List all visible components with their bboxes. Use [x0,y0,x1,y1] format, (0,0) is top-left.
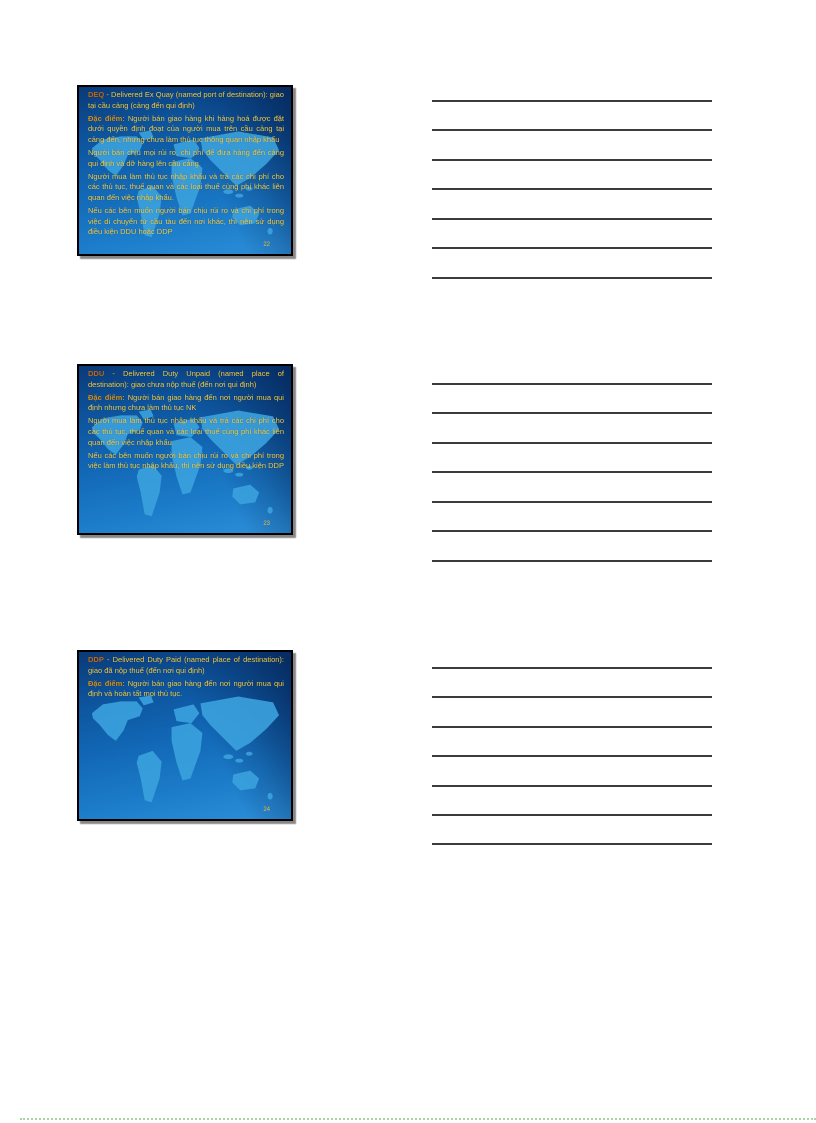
notes-line [432,501,712,503]
feature-text: Người bán giao hàng đến nơi người mua qui định và hoàn tất mọi thủ tục. [88,678,284,699]
notes-line [432,696,712,698]
notes-line [432,667,712,669]
slide-title [88,369,284,390]
notes-line [432,530,712,532]
slide-text-block [79,652,291,700]
notes-line [432,277,712,279]
feature-label: Đặc điểm: [88,678,125,688]
notes-line [432,560,712,562]
notes-line [432,726,712,728]
incoterm-keyword: DDP [88,655,104,664]
slide-title-text: - Delivered Ex Quay (named port of destination): giao tại cầu cảng (cảng đến qui định) [88,90,284,110]
slide-title [88,655,284,676]
notes-line [432,442,712,444]
slide-number: 22 [263,242,270,248]
slide-title-text: - Delivered Duty Unpaid (named place of destination): giao chưa nộp thuế (đến nơi qui định) [88,369,284,389]
feature-label: Đặc điểm: [88,113,125,123]
incoterm-keyword: DEQ [88,90,105,99]
notes-line [432,218,712,220]
slide-thumbnail-ddu [77,364,293,535]
feature-paragraph [88,393,284,414]
notes-line [432,412,712,414]
notes-line [432,129,712,131]
notes-line [432,814,712,816]
feature-label: Đặc điểm: [88,392,125,402]
paragraph: Nếu các bên muốn người bán chịu rủi ro và chi phí trong việc làm thủ tục nhập khẩu, thì nên sử dụng điều kiện DDP [88,450,284,471]
notes-line [432,383,712,385]
notes-line [432,785,712,787]
incoterm-keyword: DDU [88,369,105,378]
paragraph: Nếu các bên muốn người bán chịu rủi ro và chi phí trong việc di chuyển từ cầu tàu đến nơi khác, thì nên sử dụng điều kiện DDU hoặc DDP [88,205,284,237]
notes-line [432,471,712,473]
notes-line [432,755,712,757]
notes-line [432,188,712,190]
paragraph: Người mua làm thủ tục nhập khẩu và trả các chi phí cho các thủ tục, thuế quan và các loại thuế cùng phí khác liên quan đến việc nhập khẩu. [88,416,284,447]
slide-thumbnail-ddp [77,650,293,821]
slide-title-text: - Delivered Duty Paid (named place of destination): giao đã nộp thuế (đến nơi qui định) [88,655,284,675]
slide-text-block [79,87,291,238]
paragraph: Người bán chịu mọi rủi ro, chi phí để đưa hàng đến cảng qui định và dỡ hàng lên cầu cảng. [88,147,284,168]
slide-title [88,90,284,111]
feature-paragraph [88,114,284,146]
paragraph: Người mua làm thủ tục nhập khẩu và trả các chi phí cho các thủ tục, thuế quan và các loại thuế cùng phí khác liên quan đến việc nhập khẩu. [88,171,284,202]
notes-line [432,843,712,845]
slide-thumbnail-deq [77,85,293,256]
feature-paragraph [88,679,284,700]
notes-line [432,159,712,161]
notes-line [432,100,712,102]
slide-number: 24 [263,807,270,813]
notes-line [432,247,712,249]
slide-number: 23 [263,521,270,527]
slide-text-block [79,366,291,472]
page-bottom-divider [20,1118,816,1120]
feature-text: Người bán giao hàng đến nơi người mua qui định nhưng chưa làm thủ tục NK [88,392,284,413]
feature-text: Người bán giao hàng khi hàng hoá được đặt dưới quyền định đoạt của người mua trên cầu cảng tại cảng đến, nhưng chưa làm thủ tục thông quan nhập khẩu [88,113,284,144]
